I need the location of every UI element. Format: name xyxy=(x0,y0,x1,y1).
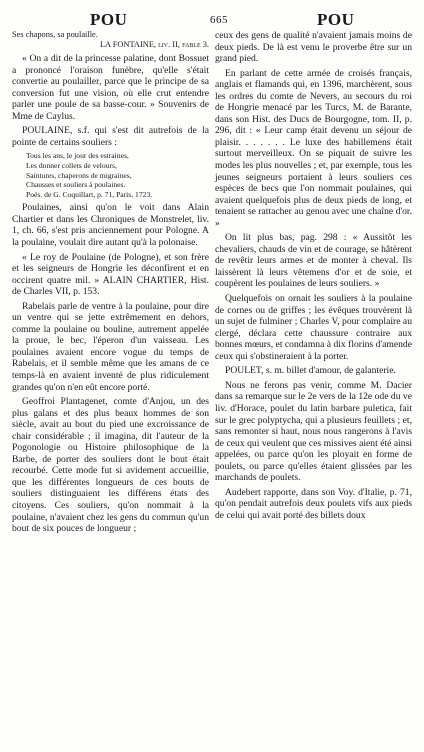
paragraph-chevaliers: On lit plus bas, pag. 298 : « Aussitôt les chevaliers, chauds de vin et de courage, se hâtèrent de revêtir leurs armes et de monter à cheval. Ils laissèrent là leurs vêtemens d'or et de soie, et coupèrent les poulaines de leurs souliers. » xyxy=(215,232,412,290)
verse-quote xyxy=(26,151,209,199)
paragraph-audebert: Audebert rapporte, dans son Voy. d'Italie, p. 71, qu'on pendait autrefois deux poulets vifs aux pieds de celui qui avait porté des billets doux xyxy=(215,486,412,521)
paragraph-palatine: « On a dit de la princesse palatine, dont Bossuet a prononcé l'oraison funèbre, qu'elle s'était convertie au poulailler, parce que le principe de sa conversion fut une vision, où elle crut entendre parler une poule de sa basse-cour. » Souvenirs de Mme de Caylus. xyxy=(12,53,209,122)
text-columns xyxy=(12,30,412,535)
quote-continuation: Ses chapons, sa poulaille. xyxy=(12,30,98,39)
paragraph-poulaines-pologne: Poulaines, ainsi qu'on le voit dans Alain Chartier et dans les Chroniques de Monstrelet, liv. 1, ch. 66, s'est pris anciennement pour Pologne. A la poulaine, voulait dire autant qu'à la polonaise. xyxy=(12,202,209,248)
running-headword-left: POU xyxy=(90,10,128,29)
paragraph-rabelais: Rabelais parle de ventre à la poulaine, pour dire un ventre qui se jette extrêmement en dehors, comme la poulaine ou bouline, autrement appelée la proue, le bec, l'éperon d'un vaisseau. Les poulaines avaient encore vogue du temps de Rabelais, et il semble même que les amans de ce temps-là en avaient inventé de plus ridiculement grandes qu'on n'en eût encore porté. xyxy=(12,300,209,393)
paragraph-croises: En parlant de cette armée de croisés français, anglais et flamands qui, en 1396, marchèrent, sous les ordres du comte de Nevers, au secours du roi de Hongrie menacé par les Turcs, M. de Barante, dans son Hist. des Ducs de Bourgogne, tom. II, p. 296, dit : « Leur camp était devenu un séjour de plaisir. . . . . . . Le luxe des habillemens était surtout merveilleux. On se piquait de suivre les modes les plus nouvelles ; et, par exemple, tous les jeunes seigneurs portaient à leurs souliers ces espèces de becs que l'on nommait poulaines, qui avaient quelquefois plus de deux pieds de long, et tenaient se rattacher au genou avec une chaîne d'or. » xyxy=(215,67,412,229)
right-column xyxy=(215,30,412,535)
running-headword-right: POU xyxy=(317,10,355,29)
quote-continuation-source: LA FONTAINE, liv. II, fable 3. xyxy=(99,40,209,49)
entry-poulet: POULET, s. m. billet d'amour, de galanterie. xyxy=(225,365,396,377)
verse-line: Les donner collets de velours, xyxy=(26,160,117,170)
paragraph-cornes-griffes: Quelquefois on ornait les souliers à la poulaine de cornes ou de griffes ; les évêques trouvèrent là un sujet de fulminer ; Charles V, pour complaire au clergé, déclara cette chaussure contraire aux bonnes mœurs, et condamna à dix florins d'amende ceux qui s'obstineraient à la porter. xyxy=(215,293,412,362)
verse-line: Saintures, chaperons de migraines, xyxy=(26,170,132,180)
verse-line: Chausses et souliers à poulaines. xyxy=(26,180,126,190)
verse-source: Poés. de G. Coquillart, p. 71, Paris, 1723. xyxy=(26,189,153,199)
left-column xyxy=(12,30,209,535)
entry-poulaine: POULAINE, s.f. qui s'est dit autrefois de la pointe de certains souliers : xyxy=(12,125,209,148)
paragraph-plantagenet: Geoffroi Plantagenet, comte d'Anjou, un des plus galans et des plus beaux hommes de son siècle, avait au bout du pied une excroissance de chair considérable ; il imagina, dit l'auteur de la Pogonologie ou Histoire philosophique de la Barbe, de porter des souliers dont le bout était recourbé. Cette mode fut si avidement accueillie, que les différentes longueurs de ces bouts de souliers distinguaient les différens états des citoyens. Ces souliers, qu'on nommait à la poulaine, n'avaient chez les gens du commun qu'un bout de six pouces de longueur ; xyxy=(12,396,209,535)
paragraph-roy-de-poulaine: « Le roy de Poulaine (de Pologne), et son frère et les seigneurs de Hongrie les déconfirent et en occirent quatre mil. » ALAIN CHARTIER, Hist. de Charles VII, p. 153. xyxy=(12,251,209,298)
page-header xyxy=(12,8,412,30)
page-number: 665 xyxy=(210,14,228,26)
paragraph-dacier: Nous ne ferons pas venir, comme M. Dacier dans sa remarque sur le 2e vers de la 12e ode du ve liv. d'Horace, poulet du latin barbare puletica, fait sur le grec polyptycha, qui a plusieurs feuillets ; et, sans remonter si haut, nous nous rangerons à l'avis de ceux qui veulent que ces missives aient été ainsi appelées, ou parce qu'on les ployait en forme de poulets, ou parce qu'elles étaient glissées par les marchands de poulets. xyxy=(215,379,412,484)
verse-line: Tous les ans, le jour des estraines, xyxy=(26,151,129,161)
paragraph-grand-pied: ceux des gens de qualité n'avaient jamais moins de deux pieds. De là est venu le proverbe être sur un grand pied. xyxy=(215,30,412,65)
